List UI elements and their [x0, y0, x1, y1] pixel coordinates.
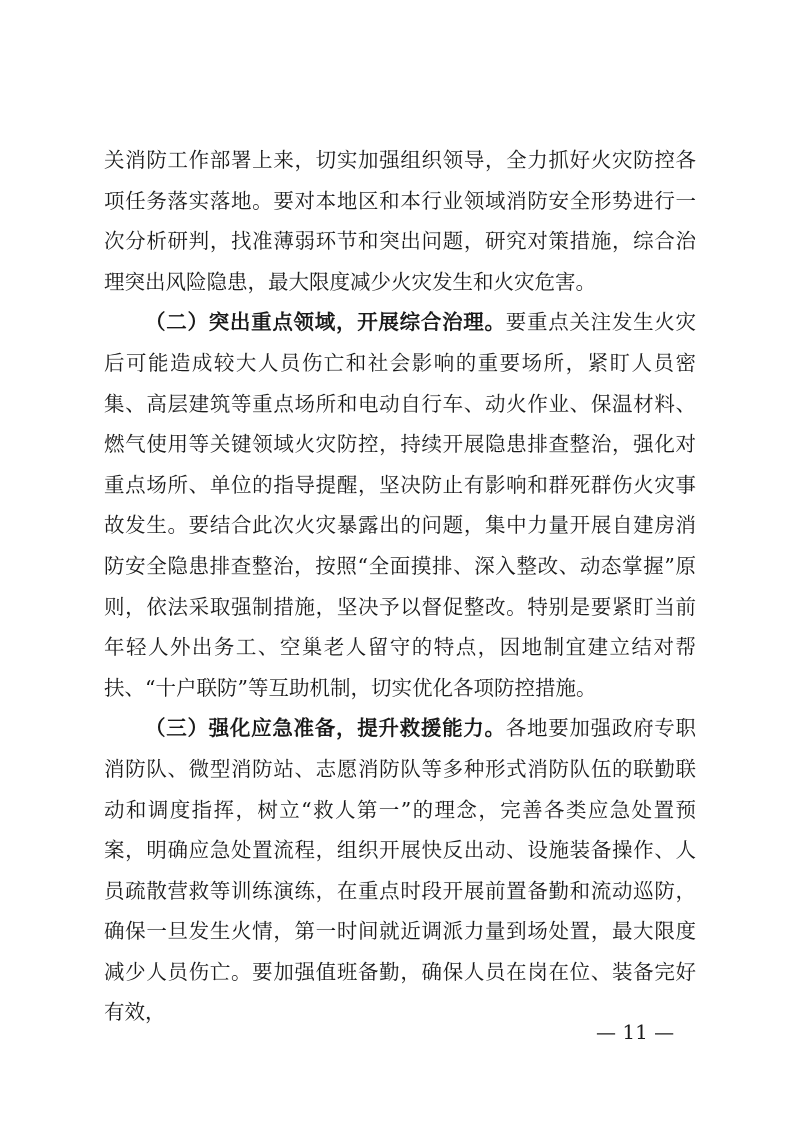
body-text	[104, 140, 696, 1033]
section-heading: （三）强化应急准备，提升救援能力。	[145, 716, 506, 741]
paragraph-text: 要重点关注发生火灾后可能造成较大人员伤亡和社会影响的重要场所，紧盯人员密集、高层建筑等重点场所和电动自行车、动火作业、保温材料、燃气使用等关键领域火灾防控，持续开展隐患排查整治，强化对重点场所、单位的指导提醒，坚决防止有影响和群死群伤火灾事故发生。要结合此次火灾暴露出的问题，集中力量开展自建房消防安全隐患排查整治，按照“全面摸排、深入整改、动态掌握”原则，依法采取强制措施，坚决予以督促整改。特别是要紧盯当前年轻人外出务工、空巢老人留守的特点，因地制宜建立结对帮扶、“十户联防”等互助机制，切实优化各项防控措施。	[104, 310, 697, 700]
paragraph-section-two	[104, 302, 696, 708]
page-number: — 11 —	[596, 1020, 675, 1044]
paragraph-text: 各地要加强政府专职消防队、微型消防站、志愿消防队等多种形式消防队伍的联勤联动和调度指挥，树立“救人第一”的理念，完善各类应急处置预案，明确应急处置流程，组织开展快反出动、设施装备操作、人员疏散营救等训练演练，在重点时段开展前置备勤和流动巡防，确保一旦发生火情，第一时间就近调派力量到场处置，最大限度减少人员伤亡。要加强值班备勤，确保人员在岗在位、装备完好有效，	[104, 716, 697, 1025]
paragraph-continuation	[104, 140, 696, 302]
paragraph-text: 关消防工作部署上来，切实加强组织领导，全力抓好火灾防控各项任务落实落地。要对本地区和本行业领域消防安全形势进行一次分析研判，找准薄弱环节和突出问题，研究对策措施，综合治理突出风险隐患，最大限度减少火灾发生和火灾危害。	[104, 148, 696, 294]
paragraph-section-three	[104, 708, 696, 1033]
section-heading: （二）突出重点领域，开展综合治理。	[145, 310, 506, 335]
